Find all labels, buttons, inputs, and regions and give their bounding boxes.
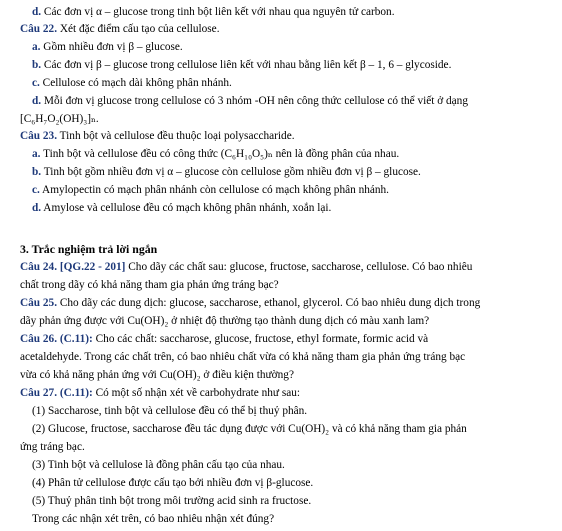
option-text: Tinh bột gồm nhiều đơn vị α – glucose còn cellulose gồm nhiều đơn vị β – glucose.	[41, 166, 421, 178]
question-27-prompt	[32, 511, 562, 528]
statement-text: (3) Tinh bột và cellulose là đồng phân cấu tạo của nhau.	[32, 459, 285, 471]
option-label: b.	[32, 166, 42, 178]
statement-3	[32, 457, 562, 474]
question-text: chất trong dãy có khả năng tham gia phản ứng tráng bạc?	[20, 279, 279, 291]
question-25-continued	[20, 313, 562, 330]
q22-option-d-continued	[20, 111, 562, 128]
statement-1	[32, 403, 562, 420]
option-label: d.	[32, 95, 42, 107]
question-25-heading	[20, 295, 562, 312]
question-24-continued	[20, 277, 562, 294]
question-label: Câu 26. (C.11):	[20, 333, 93, 345]
section-heading: 3. Trắc nghiệm trả lời ngắn	[20, 242, 158, 256]
question-text: acetaldehyde. Trong các chất trên, có bao nhiêu chất vừa có khả năng tham gia phản ứng tráng bạc	[20, 351, 466, 363]
q22-option-c	[32, 75, 562, 92]
option-label: b.	[32, 59, 42, 71]
question-text: Cho các chất: saccharose, glucose, fructose, ethyl formate, formic acid và	[92, 333, 429, 345]
statement-text: (2) Glucose, fructose, saccharose đều tác dụng được với Cu(OH)₂ và có khả năng tham gia phản	[32, 423, 467, 435]
option-text: Các đơn vị α – glucose trong tinh bột liên kết với nhau qua nguyên tử carbon.	[41, 6, 395, 18]
option-text: Amylose và cellulose đều có mạch không phân nhánh, xoắn lại.	[41, 202, 332, 214]
q22-option-a	[32, 39, 562, 56]
option-label: a.	[32, 148, 41, 160]
statement-text: (1) Saccharose, tinh bột và cellulose đều có thể bị thuỷ phân.	[32, 405, 308, 417]
question-26-continued	[20, 349, 562, 366]
question-text: dãy phản ứng được với Cu(OH)₂ ở nhiệt độ thường tạo thành dung dịch có màu xanh lam?	[20, 315, 430, 327]
question-24-heading	[20, 259, 562, 276]
question-text: Xét đặc điểm cấu tạo của cellulose.	[57, 23, 220, 35]
q21-option-d	[32, 4, 562, 21]
question-23-heading	[20, 128, 562, 145]
q22-option-d	[32, 93, 556, 110]
option-label: c.	[32, 77, 40, 89]
question-26-continued	[20, 367, 562, 384]
option-text: Amylopectin có mạch phân nhánh còn cellulose có mạch không phân nhánh.	[39, 184, 390, 196]
statement-2	[32, 421, 562, 438]
question-text: Cho dãy các chất sau: glucose, fructose, saccharose, cellulose. Có bao nhiêu	[125, 261, 473, 273]
statement-text: (4) Phân tử cellulose được cấu tạo bởi nhiều đơn vị β-glucose.	[32, 477, 314, 489]
question-label: Câu 27. (C.11):	[20, 387, 93, 399]
statement-text: (5) Thuỷ phân tinh bột trong môi trường acid sinh ra fructose.	[32, 495, 312, 507]
option-text: Gồm nhiều đơn vị β – glucose.	[40, 41, 183, 53]
q23-option-a	[32, 146, 562, 163]
statement-2-continued	[20, 439, 562, 456]
option-text: Các đơn vị β – glucose trong cellulose liên kết với nhau bằng liên kết β – 1, 6 – glycoside.	[41, 59, 452, 71]
q23-option-c	[32, 182, 562, 199]
statement-text: ứng tráng bạc.	[20, 441, 85, 453]
option-text: Cellulose có mạch dài không phân nhánh.	[39, 77, 232, 89]
q23-option-b	[32, 164, 562, 181]
question-label: Câu 24. [QG.22 - 201]	[20, 261, 126, 273]
question-label: Câu 23.	[20, 130, 58, 142]
question-label: Câu 22.	[20, 23, 58, 35]
option-label: d.	[32, 6, 42, 18]
option-label: d.	[32, 202, 42, 214]
question-text: Trong các nhận xét trên, có bao nhiêu nhận xét đúng?	[32, 513, 275, 525]
statement-4	[32, 475, 562, 492]
question-26-heading	[20, 331, 562, 348]
q23-option-d	[32, 200, 562, 217]
formula-text: [C₆H₇O₂(OH)₃]ₙ.	[20, 113, 99, 125]
question-27-heading	[20, 385, 562, 402]
question-text: Tinh bột và cellulose đều thuộc loại polysaccharide.	[57, 130, 295, 142]
question-text: Cho dãy các dung dịch: glucose, saccharose, ethanol, glycerol. Có bao nhiêu dung dịch trong	[57, 297, 481, 309]
q22-option-b	[32, 57, 562, 74]
question-text: vừa có khả năng phản ứng với Cu(OH)₂ ở điều kiện thường?	[20, 369, 294, 381]
statement-5	[32, 493, 562, 510]
question-text: Có một số nhận xét về carbohydrate như sau:	[92, 387, 301, 399]
option-label: c.	[32, 184, 40, 196]
option-label: a.	[32, 41, 41, 53]
question-22-heading	[20, 21, 562, 38]
option-text: Tinh bột và cellulose đều có công thức (C₆H₁₀O₅)ₙ nên là đồng phân của nhau.	[40, 148, 400, 160]
question-label: Câu 25.	[20, 297, 58, 309]
option-text: Mỗi đơn vị glucose trong cellulose có 3 nhóm -OH nên công thức cellulose có thể viết ở dạng	[41, 95, 468, 107]
